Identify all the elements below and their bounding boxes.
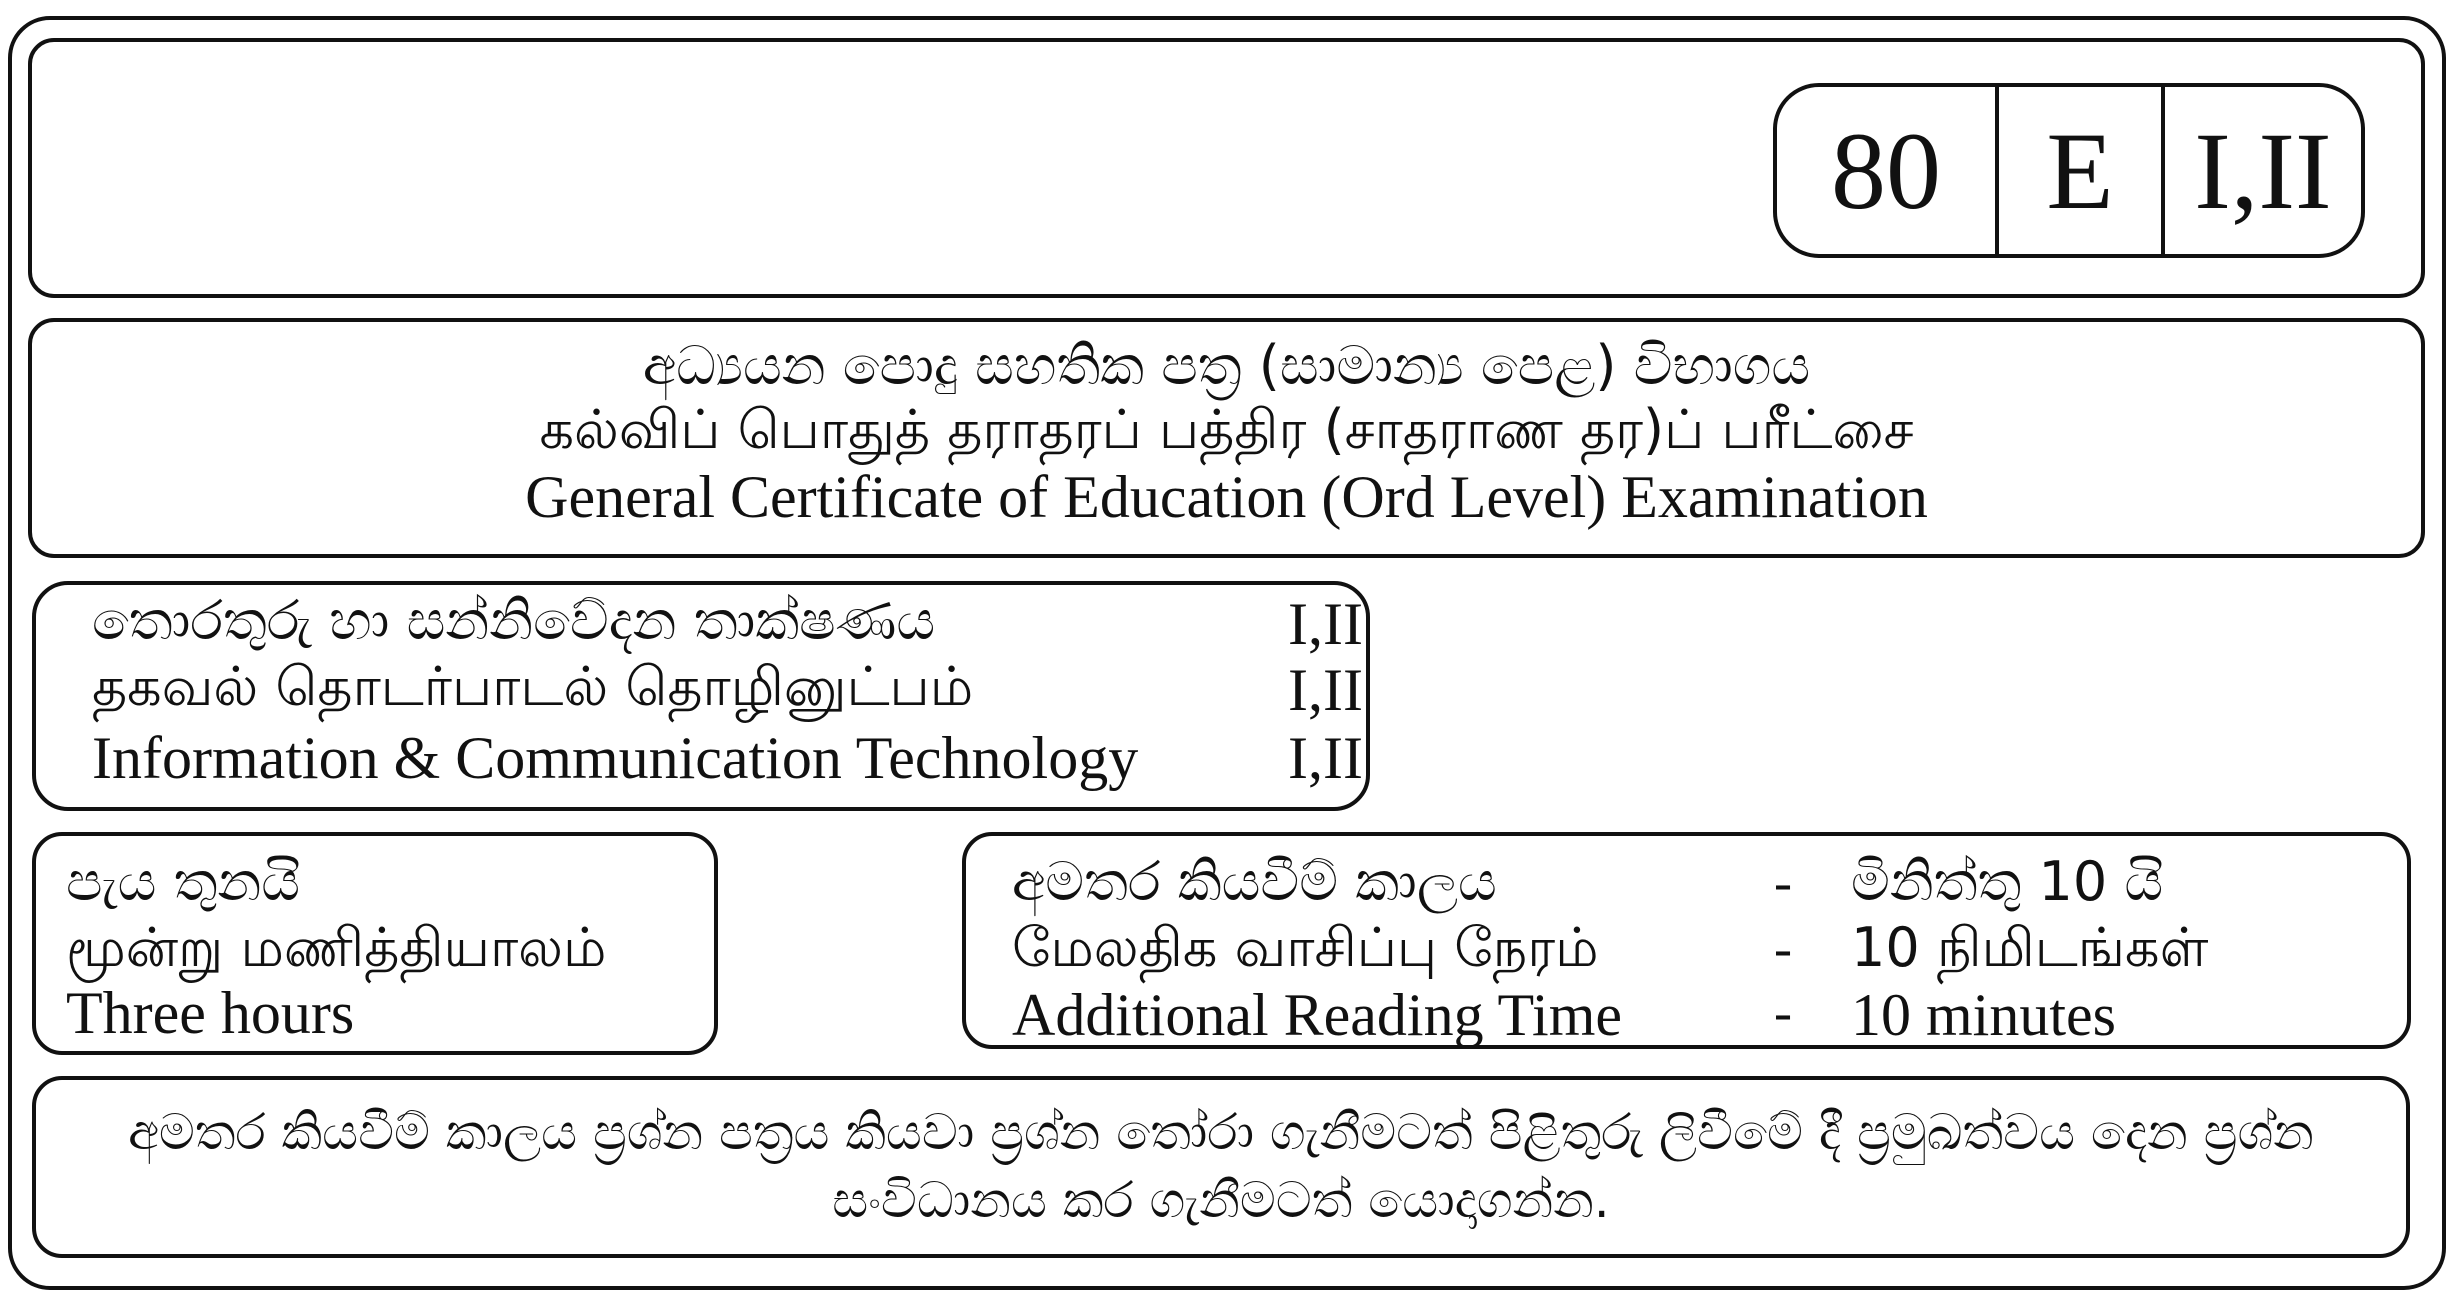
paper-parts: I,II <box>2194 109 2332 232</box>
exam-title-panel <box>28 318 2425 558</box>
reading-time-dash: - <box>1774 918 1792 978</box>
instruction-line-2: සංවිධානය කර ගැනීමටත් යොදාගන්න. <box>832 1171 1610 1229</box>
instruction-line-1: අමතර කියවීම් කාලය ප්‍රශ්න පත්‍රය කියවා ප්‍රශ්න තෝරා ගැනීමටත් පිළිතුරු ලිවීමේ දී ප්‍රමුඛත්වය දෙන ප්‍රශ්න <box>128 1103 2314 1161</box>
subject-name-english: Information & Communication Technology <box>92 725 1139 791</box>
subject-parts: I,II <box>1288 725 1363 791</box>
subject-row <box>92 589 1363 657</box>
paper-number: 80 <box>1777 87 1999 254</box>
reading-time-value-tamil: 10 நிமிடங்கள் <box>1851 916 2209 979</box>
paper-code-box <box>1773 83 2365 258</box>
subject-parts: I,II <box>1288 657 1363 723</box>
exam-title-tamil: கல்விப் பொதுத் தராதரப் பத்திர (சாதராண தர)ப் பரீட்சை <box>539 398 1914 461</box>
exam-title-sinhala: අධ්‍යයන පොදු සහතික පත්‍ර (සාමාන්‍ය පෙළ) විභාගය <box>642 334 1811 397</box>
reading-time-label-tamil: மேலதிக வாசிப்பு நேரம் <box>1012 916 1599 979</box>
exam-title-english: General Certificate of Education (Ord Level) Examination <box>525 464 1928 530</box>
reading-time-value-sinhala: මිනිත්තු 10 යි <box>1851 850 2164 913</box>
reading-time-panel <box>962 832 2411 1049</box>
reading-time-dash: - <box>1774 982 1792 1042</box>
subject-name-sinhala: තොරතුරු හා සන්නිවේදන තාක්ෂණය <box>92 589 936 652</box>
reading-time-label-english: Additional Reading Time <box>1012 982 1623 1048</box>
duration-sinhala: පැය තුනයි <box>66 850 301 913</box>
instruction-panel <box>32 1076 2410 1258</box>
subject-row <box>92 725 1363 791</box>
reading-time-value-english: 10 minutes <box>1851 982 2116 1048</box>
duration-panel <box>32 832 718 1055</box>
subject-name-tamil: தகவல் தொடர்பாடல் தொழினுட்பம் <box>92 655 974 718</box>
duration-tamil: மூன்று மணித்தியாலம் <box>66 916 607 979</box>
subject-row <box>92 655 1363 723</box>
reading-time-dash: - <box>1774 852 1792 912</box>
duration-english: Three hours <box>66 980 355 1046</box>
subject-parts: I,II <box>1288 591 1363 657</box>
reading-time-label-sinhala: අමතර කියවීම් කාලය <box>1012 850 1497 913</box>
paper-medium: E <box>1999 87 2165 254</box>
subject-panel <box>32 581 1370 811</box>
